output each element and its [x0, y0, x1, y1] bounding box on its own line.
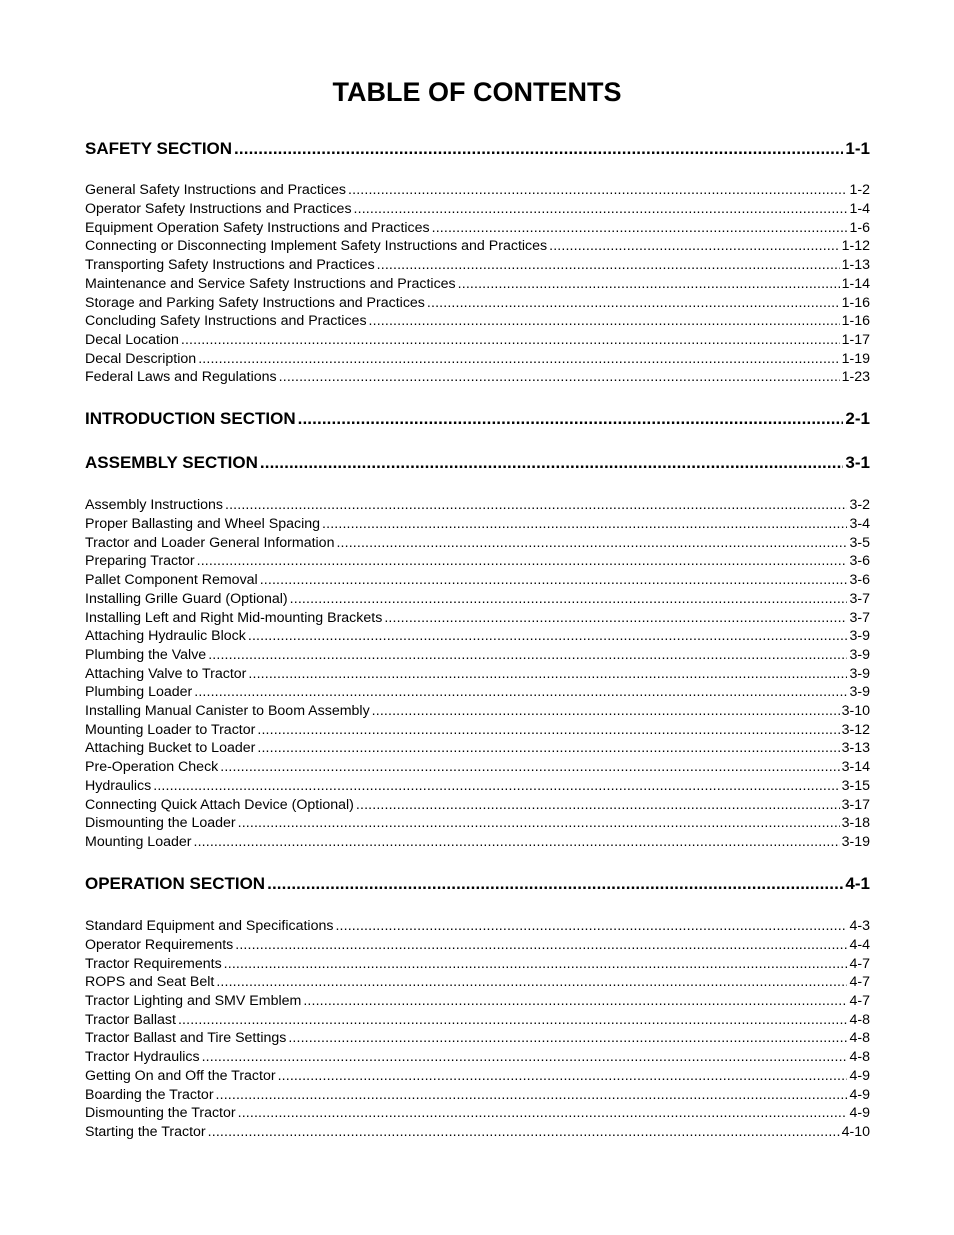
dot-leader: [216, 1086, 848, 1105]
toc-entry[interactable]: [85, 758, 870, 777]
toc-entry-label: Decal Description: [85, 351, 197, 367]
toc-entry-label: Equipment Operation Safety Instructions and Practices: [85, 220, 430, 236]
dot-leader: [257, 721, 839, 740]
toc-entry[interactable]: [85, 571, 870, 590]
toc-entry[interactable]: [85, 1048, 870, 1067]
toc-entry-label: Starting the Tractor: [85, 1124, 206, 1140]
toc-entry-page: 4-10: [841, 1124, 870, 1140]
toc-entry[interactable]: [85, 181, 870, 200]
toc-entry[interactable]: [85, 534, 870, 553]
toc-section-heading[interactable]: [85, 138, 870, 160]
toc-entry-label: Connecting Quick Attach Device (Optional): [85, 797, 354, 813]
toc-entry[interactable]: [85, 219, 870, 238]
toc-entry-label: ROPS and Seat Belt: [85, 974, 215, 990]
toc-section-page: 3-1: [845, 453, 870, 472]
toc-section-page: 2-1: [845, 409, 870, 428]
toc-entry[interactable]: [85, 1029, 870, 1048]
dot-leader: [208, 646, 847, 665]
toc-entry[interactable]: [85, 275, 870, 294]
dot-leader: [193, 833, 839, 852]
dot-leader: [224, 955, 848, 974]
toc-entry-page: 3-9: [849, 666, 870, 682]
toc-entry-page: 4-3: [849, 918, 870, 934]
dot-leader: [356, 796, 840, 815]
toc-entry-page: 4-7: [849, 993, 870, 1009]
toc-entry-page: 3-4: [849, 516, 870, 532]
dot-leader: [303, 992, 847, 1011]
dot-leader: [248, 627, 848, 646]
toc-entry-label: Attaching Bucket to Loader: [85, 740, 256, 756]
toc-entry-page: 4-9: [849, 1087, 870, 1103]
toc-entry[interactable]: [85, 350, 870, 369]
toc-entry[interactable]: [85, 1086, 870, 1105]
toc-entry[interactable]: [85, 1123, 870, 1142]
toc-entry[interactable]: [85, 777, 870, 796]
toc-entry[interactable]: [85, 627, 870, 646]
toc-entry-label: Boarding the Tractor: [85, 1087, 214, 1103]
dot-leader: [178, 1011, 848, 1030]
toc-entry-label: General Safety Instructions and Practices: [85, 182, 347, 198]
toc-entry-page: 3-9: [849, 647, 870, 663]
toc-entry-page: 1-13: [841, 257, 870, 273]
toc-entry[interactable]: [85, 973, 870, 992]
toc-entry[interactable]: [85, 496, 870, 515]
page-title: TABLE OF CONTENTS: [332, 77, 622, 107]
dot-leader: [238, 814, 840, 833]
dot-leader: [257, 739, 839, 758]
dot-leader: [238, 1104, 848, 1123]
dot-leader: [290, 590, 848, 609]
toc-entry-page: 3-7: [849, 610, 870, 626]
toc-entry[interactable]: [85, 1067, 870, 1086]
toc-entry-page: 1-23: [841, 369, 870, 385]
toc-entry-label: Attaching Valve to Tractor: [85, 666, 247, 682]
toc-entry-page: 3-7: [849, 591, 870, 607]
dot-leader: [432, 219, 848, 238]
toc-entry[interactable]: [85, 609, 870, 628]
toc-entry-page: 1-12: [841, 238, 870, 254]
toc-entry[interactable]: [85, 200, 870, 219]
toc-entry-label: Getting On and Off the Tractor: [85, 1068, 276, 1084]
dot-leader: [181, 331, 840, 350]
dot-leader: [372, 702, 840, 721]
toc-entry-page: 4-8: [849, 1049, 870, 1065]
toc-entry-label: Concluding Safety Instructions and Practices: [85, 313, 367, 329]
toc-entry-page: 4-7: [849, 974, 870, 990]
dot-leader: [369, 312, 840, 331]
dot-leader: [427, 294, 840, 313]
toc-section-title: OPERATION SECTION: [85, 874, 266, 893]
toc-entry-page: 1-16: [841, 313, 870, 329]
toc-section-title: SAFETY SECTION: [85, 139, 233, 158]
toc-entry-label: Federal Laws and Regulations: [85, 369, 277, 385]
dot-leader: [348, 181, 847, 200]
toc-entry-page: 3-9: [849, 684, 870, 700]
toc-entry-label: Preparing Tractor: [85, 553, 195, 569]
toc-entry[interactable]: [85, 368, 870, 387]
toc-entry-label: Tractor and Loader General Information: [85, 535, 335, 551]
toc-section-page: 4-1: [845, 874, 870, 893]
toc-entry-label: Mounting Loader to Tractor: [85, 722, 256, 738]
toc-entry-label: Tractor Ballast and Tire Settings: [85, 1030, 287, 1046]
toc-entry[interactable]: [85, 814, 870, 833]
toc-entry[interactable]: [85, 590, 870, 609]
toc-entry-page: 3-17: [841, 797, 870, 813]
dot-leader: [322, 515, 847, 534]
toc-entry-page: 3-14: [841, 759, 870, 775]
toc-entry[interactable]: [85, 515, 870, 534]
toc-section-title: ASSEMBLY SECTION: [85, 453, 258, 472]
toc-section-heading[interactable]: [85, 873, 870, 895]
dot-leader: [458, 275, 840, 294]
toc-entry[interactable]: [85, 702, 870, 721]
toc-entry-label: Installing Grille Guard (Optional): [85, 591, 288, 607]
toc-entry[interactable]: [85, 256, 870, 275]
dot-leader: [260, 452, 844, 474]
dot-leader: [336, 534, 847, 553]
toc-entry[interactable]: [85, 1011, 870, 1030]
dot-leader: [384, 609, 847, 628]
toc-entry-label: Dismounting the Tractor: [85, 1105, 236, 1121]
toc-entry[interactable]: [85, 721, 870, 740]
toc-entry-page: 4-4: [849, 937, 870, 953]
toc-entry[interactable]: [85, 1104, 870, 1123]
toc-entry-label: Transporting Safety Instructions and Practices: [85, 257, 375, 273]
toc-entry-page: 3-12: [841, 722, 870, 738]
toc-entry-page: 1-17: [841, 332, 870, 348]
toc-entry-label: Tractor Lighting and SMV Emblem: [85, 993, 302, 1009]
toc-entry-page: 3-15: [841, 778, 870, 794]
dot-leader: [216, 973, 847, 992]
toc-entry-page: 3-2: [849, 497, 870, 513]
toc-entry-label: Decal Location: [85, 332, 179, 348]
toc-section-heading[interactable]: [85, 408, 870, 430]
toc-entry-label: Installing Left and Right Mid-mounting Brackets: [85, 610, 383, 626]
dot-leader: [225, 496, 848, 515]
dot-leader: [197, 552, 848, 571]
toc-entry-label: Plumbing the Valve: [85, 647, 207, 663]
dot-leader: [377, 256, 840, 275]
toc-entry-page: 4-9: [849, 1105, 870, 1121]
dot-leader: [194, 683, 847, 702]
dot-leader: [260, 571, 848, 590]
toc-entry-page: 3-13: [841, 740, 870, 756]
toc-entry-label: Maintenance and Service Safety Instructions and Practices: [85, 276, 456, 292]
toc-entry-page: 1-2: [849, 182, 870, 198]
dot-leader: [235, 936, 847, 955]
toc-entry-label: Proper Ballasting and Wheel Spacing: [85, 516, 321, 532]
toc-entry[interactable]: [85, 294, 870, 313]
toc-entry-label: Plumbing Loader: [85, 684, 193, 700]
toc-section-title: INTRODUCTION SECTION: [85, 409, 296, 428]
toc-entry-page: 1-19: [841, 351, 870, 367]
toc-section-heading[interactable]: [85, 452, 870, 474]
toc-entry-page: 4-8: [849, 1012, 870, 1028]
dot-leader: [354, 200, 848, 219]
toc-entry-page: 4-7: [849, 956, 870, 972]
toc-entry-page: 3-6: [849, 553, 870, 569]
dot-leader: [288, 1029, 847, 1048]
toc-entry[interactable]: [85, 992, 870, 1011]
dot-leader: [202, 1048, 848, 1067]
toc-entry[interactable]: [85, 237, 870, 256]
toc-entry-label: Operator Safety Instructions and Practices: [85, 201, 352, 217]
toc-entry-page: 3-6: [849, 572, 870, 588]
dot-leader: [153, 777, 839, 796]
toc-entry-label: Pallet Component Removal: [85, 572, 258, 588]
toc-entry[interactable]: [85, 936, 870, 955]
dot-leader: [234, 138, 843, 160]
toc-entry-label: Standard Equipment and Specifications: [85, 918, 334, 934]
toc-entry-label: Tractor Ballast: [85, 1012, 176, 1028]
dot-leader: [278, 1067, 848, 1086]
dot-leader: [220, 758, 839, 777]
toc-entry-label: Attaching Hydraulic Block: [85, 628, 246, 644]
toc-entry-label: Pre-Operation Check: [85, 759, 219, 775]
dot-leader: [335, 917, 847, 936]
dot-leader: [298, 408, 844, 430]
dot-leader: [208, 1123, 840, 1142]
toc-entry-page: 3-5: [849, 535, 870, 551]
toc-entry[interactable]: [85, 833, 870, 852]
toc-entry-page: 1-14: [841, 276, 870, 292]
toc-entry[interactable]: [85, 796, 870, 815]
toc-entry-label: Assembly Instructions: [85, 497, 223, 513]
toc-entry-page: 4-8: [849, 1030, 870, 1046]
toc-entry-page: 3-10: [841, 703, 870, 719]
toc-entry[interactable]: [85, 331, 870, 350]
toc-entry-label: Tractor Hydraulics: [85, 1049, 200, 1065]
toc-entry-page: 1-16: [841, 295, 870, 311]
toc-entry-label: Connecting or Disconnecting Implement Safety Instructions and Practices: [85, 238, 548, 254]
toc-entry-page: 1-4: [849, 201, 870, 217]
toc-entry-page: 1-6: [849, 220, 870, 236]
toc-entry[interactable]: [85, 739, 870, 758]
toc-entry[interactable]: [85, 646, 870, 665]
toc-entry-page: 3-18: [841, 815, 870, 831]
toc-entry-label: Operator Requirements: [85, 937, 234, 953]
toc-entry-label: Hydraulics: [85, 778, 152, 794]
toc-section-page: 1-1: [845, 139, 870, 158]
toc-entry-page: 4-9: [849, 1068, 870, 1084]
dot-leader: [267, 873, 843, 895]
dot-leader: [279, 368, 840, 387]
toc-entry-label: Dismounting the Loader: [85, 815, 236, 831]
toc-entry-label: Mounting Loader: [85, 834, 192, 850]
dot-leader: [549, 237, 839, 256]
toc-entry-label: Installing Manual Canister to Boom Assembly: [85, 703, 370, 719]
dot-leader: [248, 665, 847, 684]
toc-entry[interactable]: [85, 665, 870, 684]
toc-entry-page: 3-19: [841, 834, 870, 850]
toc-entry[interactable]: [85, 917, 870, 936]
toc-entry-label: Storage and Parking Safety Instructions and Practices: [85, 295, 425, 311]
toc-entry-label: Tractor Requirements: [85, 956, 222, 972]
toc-entry[interactable]: [85, 312, 870, 331]
toc-entry[interactable]: [85, 683, 870, 702]
toc-entry[interactable]: [85, 955, 870, 974]
dot-leader: [198, 350, 839, 369]
toc-entry[interactable]: [85, 552, 870, 571]
toc-entry-page: 3-9: [849, 628, 870, 644]
